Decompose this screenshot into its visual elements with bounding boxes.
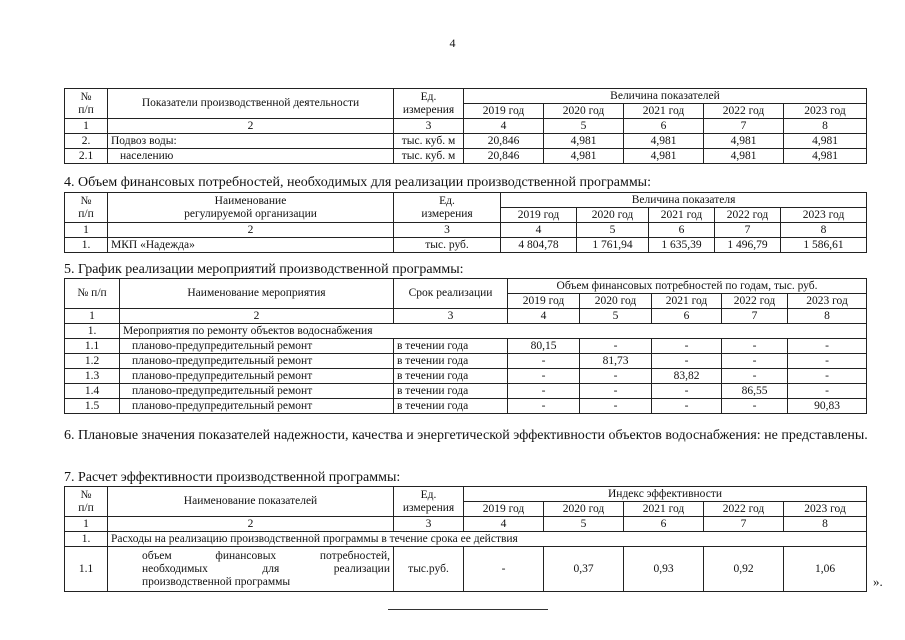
header-name: Наименование показателей [108, 487, 394, 517]
year-header: 2021 год [652, 294, 722, 309]
column-number-row: 1 2 3 4 5 6 7 8 [65, 223, 867, 238]
year-header: 2020 год [544, 502, 624, 517]
year-header: 2022 год [704, 104, 784, 119]
production-indicators-table [64, 88, 867, 164]
header-unit: Ед. измерения [394, 193, 501, 223]
table-row: 2. Подвоз воды: тыс. куб. м 20,846 4,981 4,981 4,981 4,981 [65, 134, 867, 149]
year-header: 2019 год [464, 104, 544, 119]
year-header: 2023 год [788, 294, 867, 309]
header-no: № п/п [65, 279, 120, 309]
year-header: 2022 год [704, 502, 784, 517]
header-group: Величина показателей [464, 89, 867, 104]
year-header: 2020 год [577, 208, 649, 223]
financial-needs-table [64, 192, 867, 253]
header-no: № п/п [65, 487, 108, 517]
year-header: 2022 год [715, 208, 781, 223]
header-group: Индекс эффективности [464, 487, 867, 502]
table-row: 1.2 планово-предупредительный ремонт в течении года - 81,73 - - - [65, 354, 867, 369]
section-4-heading: 4. Объем финансовых потребностей, необходимых для реализации производственной программы: [64, 175, 651, 190]
header-no: № п/п [65, 193, 108, 223]
header-unit: Ед. измерения [394, 487, 464, 517]
efficiency-table [64, 486, 867, 592]
header-name: Наименование мероприятия [120, 279, 394, 309]
table-row: 1.4 планово-предупредительный ремонт в течении года - - - 86,55 - [65, 384, 867, 399]
schedule-table [64, 278, 867, 414]
header-name: Наименование регулируемой организации [108, 193, 394, 223]
indicator-name: объем финансовых потребностей, необходимых для реализации производственной программы [108, 547, 394, 592]
table-row: 2.1 населению тыс. куб. м 20,846 4,981 4,981 4,981 4,981 [65, 149, 867, 164]
table-row: 1.3 планово-предупредительный ремонт в течении года - - 83,82 - - [65, 369, 867, 384]
closing-quote: ». [873, 574, 883, 589]
header-term: Срок реализации [394, 279, 508, 309]
section-5-heading: 5. График реализации мероприятий производственной программы: [64, 262, 464, 277]
year-header: 2021 год [624, 104, 704, 119]
column-number-row: 1 2 3 4 5 6 7 8 [65, 119, 867, 134]
column-number-row: 1 2 3 4 5 6 7 8 [65, 517, 867, 532]
year-header: 2019 год [501, 208, 577, 223]
table-row: 1. МКП «Надежда» тыс. руб. 4 804,78 1 761,94 1 635,39 1 496,79 1 586,61 [65, 238, 867, 253]
section-row: 1. Расходы на реализацию производственной программы в течение срока ее действия [65, 532, 867, 547]
year-header: 2023 год [784, 502, 867, 517]
year-header: 2023 год [781, 208, 867, 223]
header-name: Показатели производственной деятельности [108, 89, 394, 119]
table-row: 1.1 планово-предупредительный ремонт в течении года 80,15 - - - - [65, 339, 867, 354]
section-7-heading: 7. Расчет эффективности производственной программы: [64, 470, 401, 485]
header-no: № п/п [65, 89, 108, 119]
year-header: 2021 год [649, 208, 715, 223]
section-6-text: 6. Плановые значения показателей надежности, качества и энергетической эффективности объектов водоснабжения: не представлены. [64, 428, 868, 443]
page-number: 4 [449, 36, 456, 50]
year-header: 2023 год [784, 104, 867, 119]
year-header: 2020 год [580, 294, 652, 309]
table-row: 1.1 объем финансовых потребностей, необходимых для реализации производственной программы тыс.руб. - 0,37 0,93 0,92 1,06 [65, 547, 867, 592]
header-group: Объем финансовых потребностей по годам, тыс. руб. [508, 279, 867, 294]
year-header: 2022 год [722, 294, 788, 309]
header-unit: Ед. измерения [394, 89, 464, 119]
column-number-row: 1 2 3 4 5 6 7 8 [65, 309, 867, 324]
year-header: 2020 год [544, 104, 624, 119]
year-header: 2019 год [464, 502, 544, 517]
header-group: Величина показателя [501, 193, 867, 208]
section-row: 1. Мероприятия по ремонту объектов водоснабжения [65, 324, 867, 339]
year-header: 2021 год [624, 502, 704, 517]
year-header: 2019 год [508, 294, 580, 309]
footer-divider [388, 609, 548, 610]
table-row: 1.5 планово-предупредительный ремонт в течении года - - - - 90,83 [65, 399, 867, 414]
